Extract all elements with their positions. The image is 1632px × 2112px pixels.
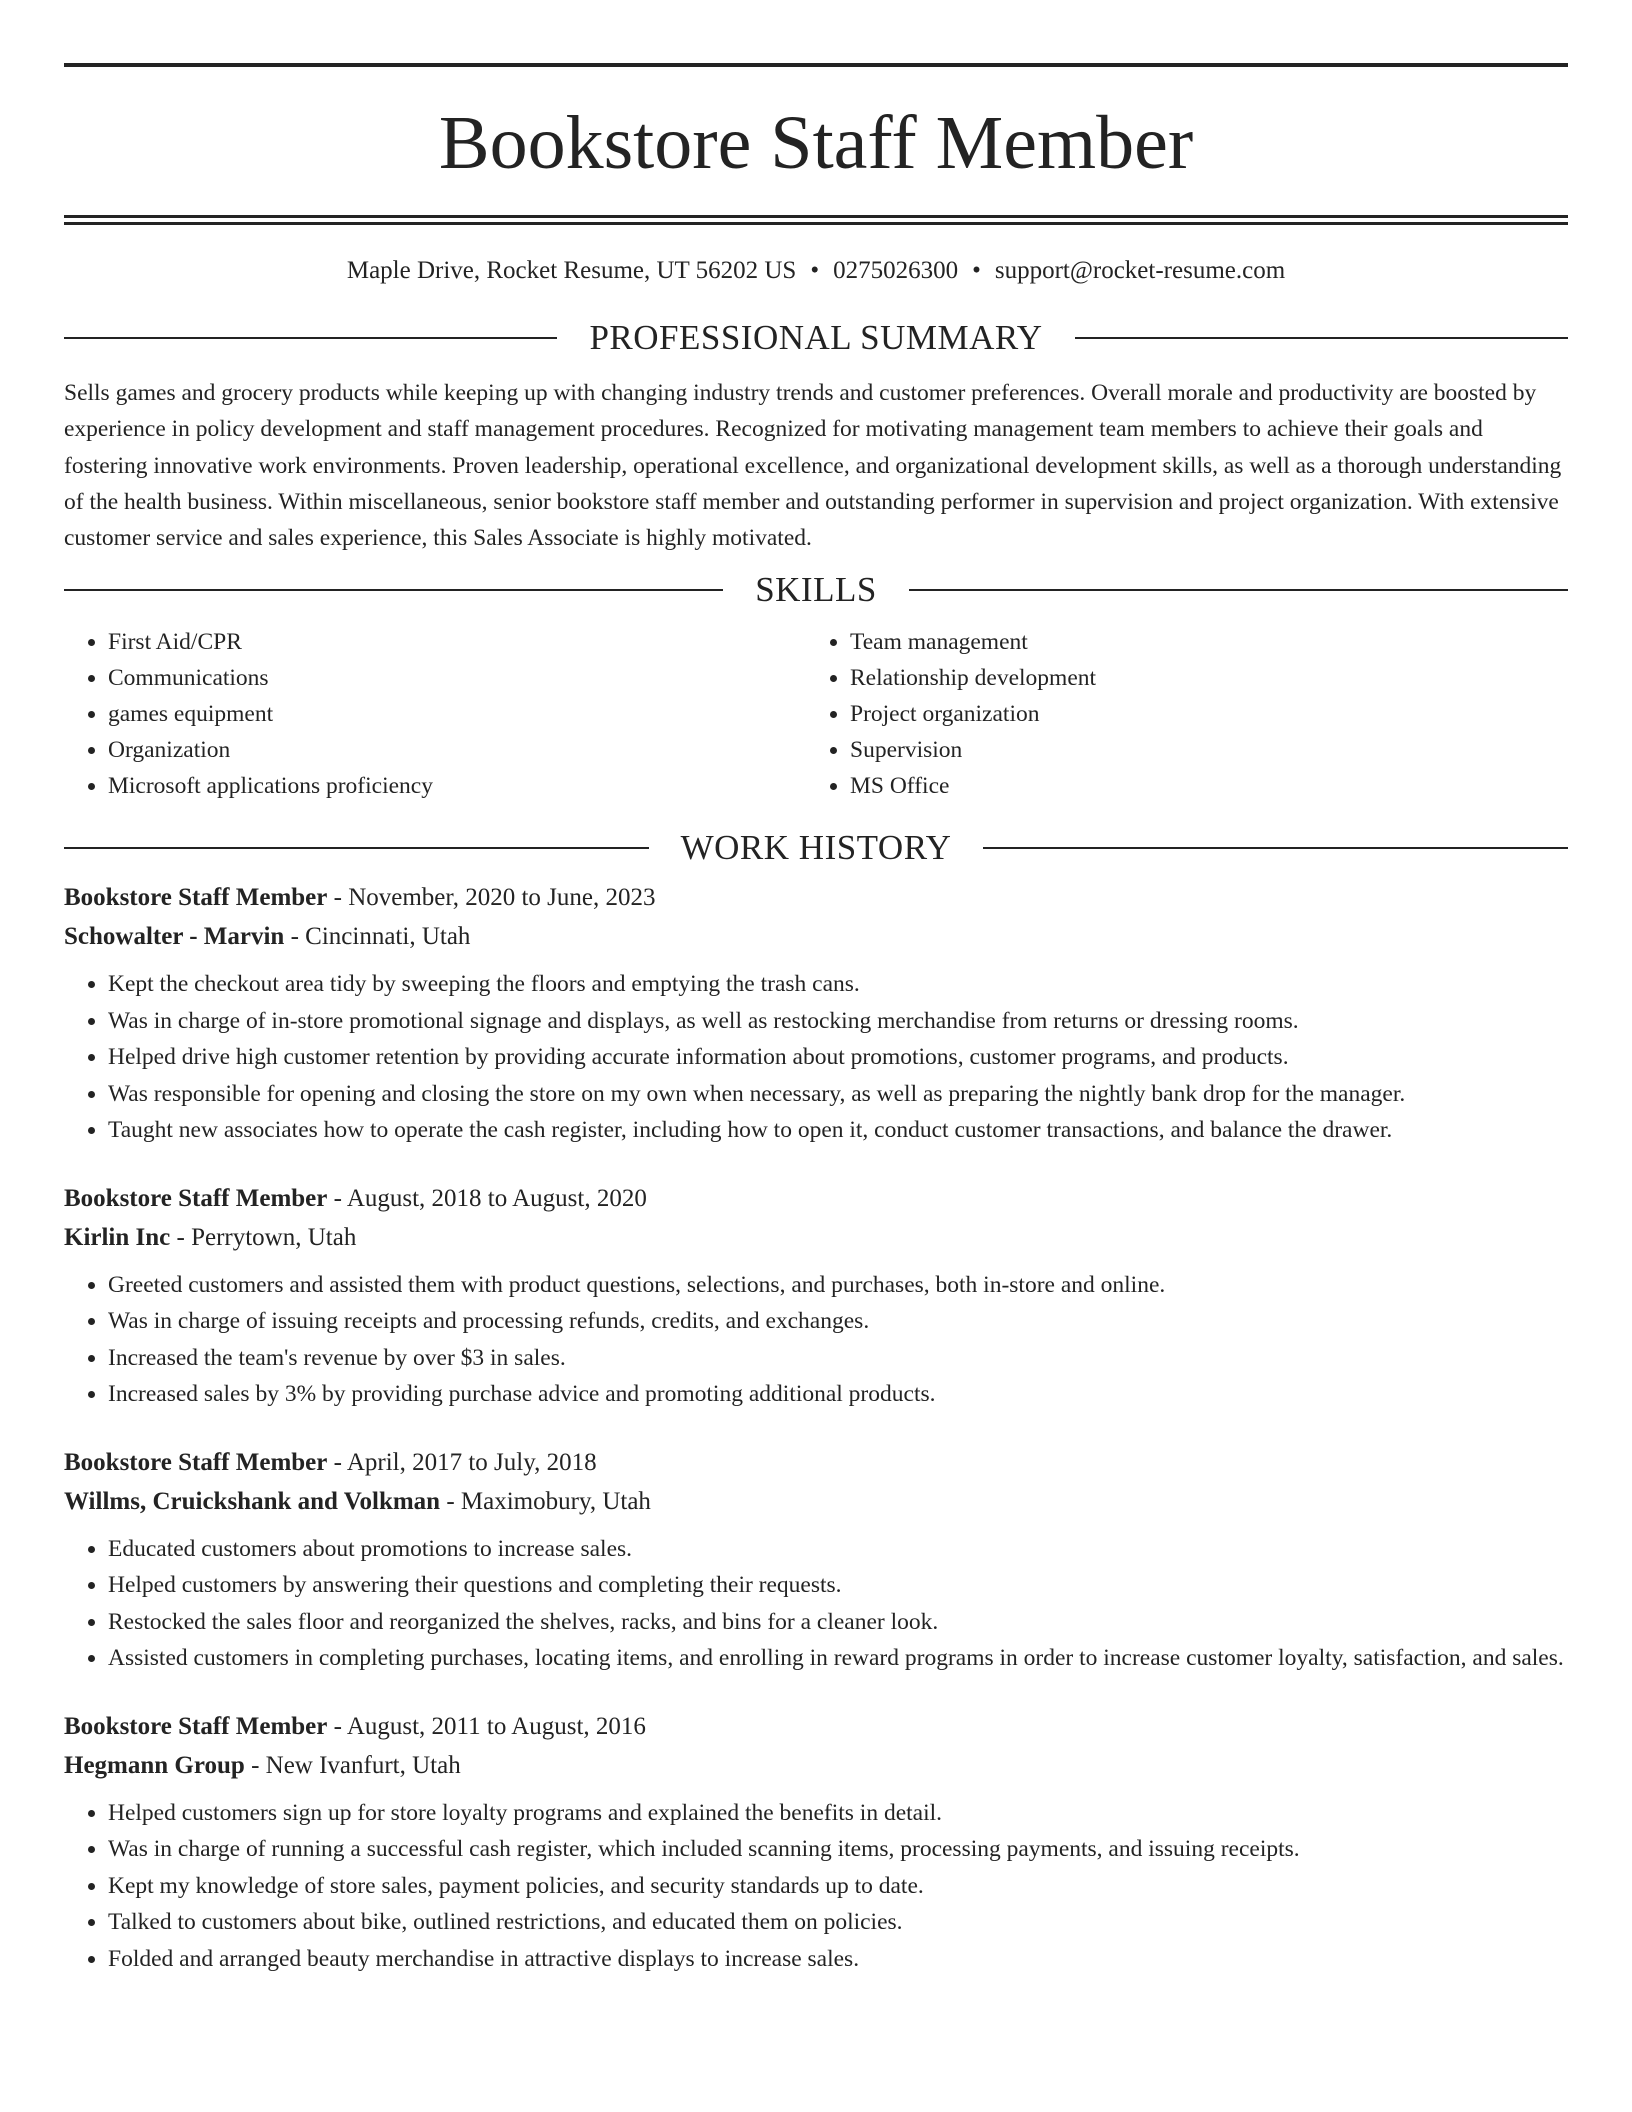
job-bullet: • Helped drive high customer retention by providing accurate information about promotions, customer programs, and products. [108,1039,1568,1076]
job-bullets [64,966,1568,1149]
job-title: Bookstore Staff Member [64,1448,328,1476]
job-bullet: • Increased sales by 3% by providing purchase advice and promoting additional products. [108,1376,1568,1413]
job-company-line [64,917,1568,956]
work-section-heading [64,828,1568,868]
job-bullet: • Was in charge of running a successful cash register, which included scanning items, processing payments, and issuing receipts. [108,1831,1568,1868]
job-bullet: • Talked to customers about bike, outlined restrictions, and educated them on policies. [108,1904,1568,1941]
heading-rule [64,589,723,591]
skill-item: • Project organization [850,696,1548,732]
job-dates: - August, 2018 to August, 2020 [327,1184,647,1212]
skill-item: • Supervision [850,732,1548,768]
job-dates: - November, 2020 to June, 2023 [327,884,656,912]
work-heading: WORK HISTORY [680,828,952,868]
summary-section-heading [64,318,1568,358]
job-company-line [64,1746,1568,1785]
job-title-line [64,1443,1568,1482]
skill-item: • Microsoft applications proficiency [108,768,806,804]
job-bullet: • Was in charge of in-store promotional signage and displays, as well as restocking merchandise from returns or dressing rooms. [108,1003,1568,1040]
skill-item: • MS Office [850,768,1548,804]
job-title: Bookstore Staff Member [64,884,328,912]
contact-separator: • [810,257,820,284]
skills-list [64,624,1568,804]
job-title-line [64,878,1568,917]
job-bullet: • Was responsible for opening and closing the store on my own when necessary, as well as preparing the nightly bank drop for the manager. [108,1076,1568,1113]
job-company: Willms, Cruickshank and Volkman [64,1487,441,1515]
job-location: - New Ivanfurt, Utah [244,1751,461,1779]
job-bullet: • Assisted customers in completing purchases, locating items, and enrolling in reward programs in order to increase customer loyalty, satisfaction, and sales. [108,1640,1568,1677]
job-bullet: • Greeted customers and assisted them with product questions, selections, and purchases, both in-store and online. [108,1267,1568,1304]
job-title: Bookstore Staff Member [64,1712,328,1740]
header-double-rule [64,215,1568,225]
heading-rule [64,337,557,339]
job-company-line [64,1482,1568,1521]
resume-page [64,0,1568,1977]
job-bullets [64,1795,1568,1978]
job-title: Bookstore Staff Member [64,1184,328,1212]
job-bullet: • Kept my knowledge of store sales, payment policies, and security standards up to date. [108,1868,1568,1905]
skill-item: • First Aid/CPR [108,624,806,660]
job-bullet: • Kept the checkout area tidy by sweeping the floors and emptying the trash cans. [108,966,1568,1003]
heading-rule [909,589,1568,591]
job-company: Kirlin Inc [64,1223,171,1251]
job-location: - Perrytown, Utah [170,1223,357,1251]
job-location: - Maximobury, Utah [440,1487,651,1515]
job-entry [64,1443,1568,1677]
skills-column-right [806,624,1548,804]
job-title-line [64,1179,1568,1218]
job-company-line [64,1218,1568,1257]
contact-line [64,256,1568,286]
skill-item: • Team management [850,624,1548,660]
summary-heading: PROFESSIONAL SUMMARY [589,318,1043,357]
heading-rule [1075,337,1568,339]
job-company: Hegmann Group [64,1751,245,1779]
job-bullets [64,1531,1568,1677]
skill-item: • games equipment [108,696,806,732]
job-bullets [64,1267,1568,1413]
job-bullet: • Helped customers sign up for store loyalty programs and explained the benefits in detail. [108,1795,1568,1832]
summary-text: Sells games and grocery products while keeping up with changing industry trends and customer preferences. Overall morale and productivity are boosted by experience in policy development and staff management procedures. Recognized for motivating management team members to achieve their goals and fostering innovative work environments. Proven leadership, operational excellence, and organizational development skills, as well as a thorough understanding of the health business. Within miscellaneous, senior bookstore staff member and outstanding performer in supervision and project organization. With extensive customer service and sales experience, this Sales Associate is highly motivated. [64,380,1562,552]
job-bullet: • Taught new associates how to operate the cash register, including how to open it, conduct customer transactions, and balance the drawer. [108,1112,1568,1149]
contact-email: support@rocket-resume.com [994,257,1286,284]
skills-heading: SKILLS [755,570,877,610]
contact-phone: 0275026300 [833,257,959,284]
job-bullet: • Was in charge of issuing receipts and processing refunds, credits, and exchanges. [108,1303,1568,1340]
header-top-rule [64,63,1568,67]
job-dates: - April, 2017 to July, 2018 [327,1448,597,1476]
job-dates: - August, 2011 to August, 2016 [327,1712,646,1740]
job-bullet: • Restocked the sales floor and reorganized the shelves, racks, and bins for a cleaner look. [108,1604,1568,1641]
job-bullet: • Increased the team's revenue by over $3 in sales. [108,1340,1568,1377]
skill-item: • Relationship development [850,660,1548,696]
job-entry [64,878,1568,1149]
heading-rule [983,847,1568,849]
job-company: Schowalter - Marvin [64,923,285,951]
skills-column-left [64,624,806,804]
job-title-line [64,1707,1568,1746]
job-bullet: • Educated customers about promotions to increase sales. [108,1531,1568,1568]
skill-item: • Communications [108,660,806,696]
job-entry [64,1707,1568,1978]
resume-name: Bookstore Staff Member [438,101,1194,185]
job-bullet: • Helped customers by answering their questions and completing their requests. [108,1567,1568,1604]
contact-separator: • [972,257,981,284]
job-location: - Cincinnati, Utah [284,923,471,951]
job-entry [64,1179,1568,1413]
heading-rule [64,847,649,849]
job-bullet: • Folded and arranged beauty merchandise in attractive displays to increase sales. [108,1941,1568,1978]
contact-address: Maple Drive, Rocket Resume, UT 56202 US [346,257,797,284]
skills-section-heading [64,570,1568,610]
skill-item: • Organization [108,732,806,768]
